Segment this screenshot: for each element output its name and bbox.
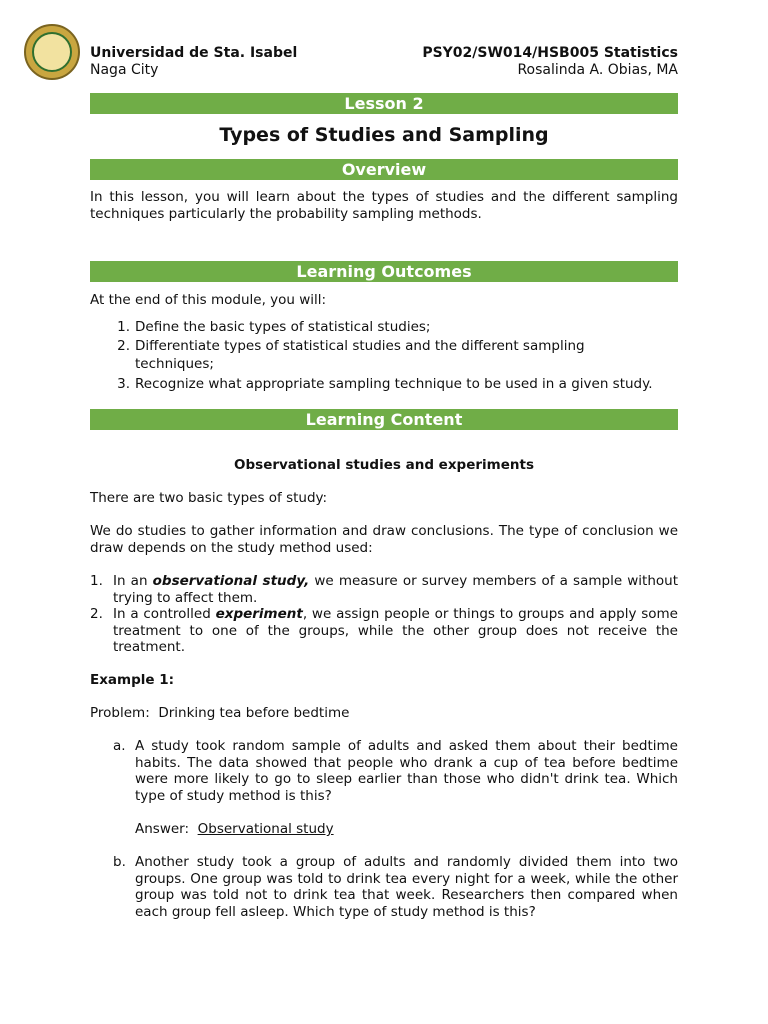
- outcomes-heading: Learning Outcomes: [90, 261, 678, 282]
- example-item-letter: a.: [113, 738, 126, 754]
- example-item-letter: b.: [113, 854, 126, 870]
- content-paragraph: We do studies to gather information and draw conclusions. The type of conclusion we draw depends on the study method used:: [90, 523, 678, 556]
- outcome-number: 3.: [117, 376, 130, 392]
- instructor-name: Rosalinda A. Obias, MA: [517, 62, 678, 78]
- school-name: Universidad de Sta. Isabel: [90, 45, 298, 61]
- example-label: Example 1:: [90, 672, 175, 688]
- answer-text: Observational study: [197, 821, 334, 837]
- term-observational-study: observational study,: [152, 573, 310, 589]
- overview-heading: Overview: [90, 159, 678, 180]
- outcome-number: 1.: [117, 319, 130, 335]
- content-subheading: Observational studies and experiments: [234, 457, 534, 473]
- outcome-item: Differentiate types of statistical studies and the different sampling: [135, 338, 585, 354]
- course-code: PSY02/SW014/HSB005 Statistics: [422, 45, 678, 61]
- term-experiment: experiment: [215, 606, 303, 622]
- answer-line: Answer: Observational study: [135, 821, 334, 837]
- university-seal-icon: [24, 24, 80, 80]
- study-type-observational: In an observational study, we measure or survey members of a sample without trying to affect them.: [113, 573, 679, 606]
- study-type-experiment: In a controlled experiment, we assign people or things to groups and apply some treatment to one of the groups, while the other group does not receive the treatment.: [113, 606, 678, 655]
- example-item-a: A study took random sample of adults and asked them about their bedtime habits. The data showed that people who drank a cup of tea before bedtime were more likely to go to sleep earlier than those who didn't drink tea. Which type of study method is this?: [135, 738, 678, 804]
- school-city: Naga City: [90, 62, 159, 78]
- content-paragraph: There are two basic types of study:: [90, 490, 328, 506]
- outcome-item-continued: techniques;: [135, 356, 214, 372]
- outcome-number: 2.: [117, 338, 130, 354]
- overview-text: In this lesson, you will learn about the types of studies and the different sampling techniques particularly the probability sampling methods.: [90, 189, 678, 222]
- outcome-item: Recognize what appropriate sampling technique to be used in a given study.: [135, 376, 653, 392]
- outcome-item: Define the basic types of statistical studies;: [135, 319, 431, 335]
- page-title: Types of Studies and Sampling: [219, 124, 549, 146]
- outcomes-intro: At the end of this module, you will:: [90, 292, 327, 308]
- study-type-number: 2.: [90, 606, 103, 622]
- content-heading: Learning Content: [90, 409, 678, 430]
- problem-statement: Problem: Drinking tea before bedtime: [90, 705, 350, 721]
- lesson-bar: Lesson 2: [90, 93, 678, 114]
- example-item-b: Another study took a group of adults and randomly divided them into two groups. One group was told to drink tea every night for a week, while the other group was told not to drink tea that week. Researchers then compared when each group fell asleep. Which type of study method is this?: [135, 854, 678, 920]
- study-type-number: 1.: [90, 573, 103, 589]
